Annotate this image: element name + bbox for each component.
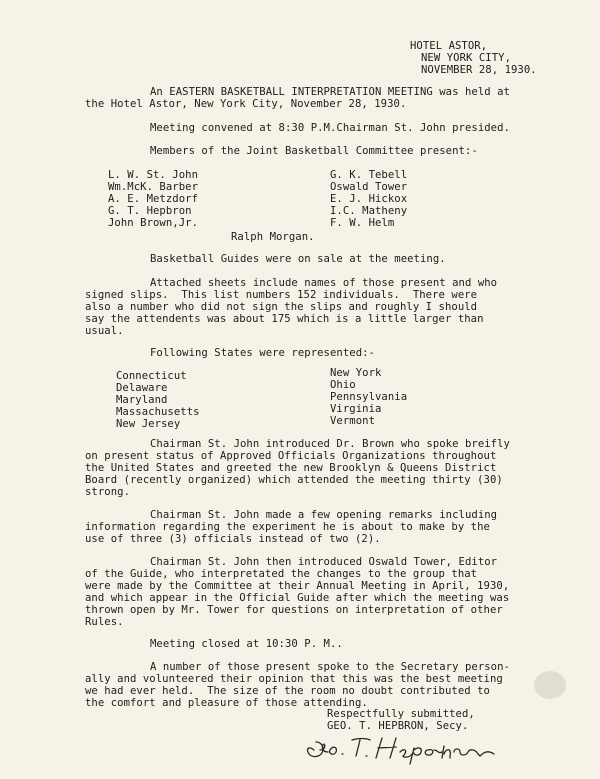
state-name: Massachusetts <box>116 406 200 418</box>
guides-text: Basketball Guides were on sale at the meeting. <box>150 253 446 265</box>
member-extra: Ralph Morgan. <box>231 231 315 243</box>
opinion-line: A number of those present spoke to the Secretary person- <box>150 661 510 673</box>
state-name: Delaware <box>116 382 168 394</box>
brown-line: on present status of Approved Officials Organizations throughout <box>85 450 497 462</box>
attached-line: say the attendents was about 175 which is a little larger than <box>85 313 484 325</box>
paper-smudge <box>530 665 570 705</box>
member-name: G. T. Hepbron <box>108 205 192 217</box>
closing-respectfully: Respectfully submitted, <box>327 708 475 720</box>
intro-line: the Hotel Astor, New York City, November 28, 1930. <box>85 98 407 110</box>
state-name: Vermont <box>330 415 375 427</box>
closing-signer: GEO. T. HEPBRON, Secy. <box>327 720 469 732</box>
handwritten-signature <box>300 728 510 768</box>
member-name: F. W. Helm <box>330 217 395 229</box>
remarks-line: use of three (3) officials instead of two (2). <box>85 533 381 545</box>
tower-line: Rules. <box>85 616 124 628</box>
convened-text: Meeting convened at 8:30 P.M.Chairman St. John presided. <box>150 122 510 134</box>
brown-line: Board (recently organized) which attended the meeting thirty (30) <box>85 474 503 486</box>
brown-line: strong. <box>85 486 130 498</box>
header-date: NOVEMBER 28, 1930. <box>421 64 537 76</box>
state-name: New Jersey <box>116 418 181 430</box>
attached-line: signed slips. This list numbers 152 individuals. There were <box>85 289 478 301</box>
states-heading: Following States were represented:- <box>150 347 375 359</box>
member-name: A. E. Metzdorf <box>108 193 198 205</box>
member-name: John Brown,Jr. <box>108 217 198 229</box>
members-heading: Members of the Joint Basketball Committee present:- <box>150 145 478 157</box>
attached-line: also a number who did not sign the slips and roughly I should <box>85 301 478 313</box>
tower-line: and which appear in the Official Guide after which the meeting was <box>85 592 510 604</box>
state-name: Connecticut <box>116 370 187 382</box>
tower-line: Chairman St. John then introduced Oswald Tower, Editor <box>150 556 498 568</box>
state-name: New York <box>330 367 382 379</box>
member-name: Wm.McK. Barber <box>108 181 198 193</box>
closed-text: Meeting closed at 10:30 P. M.. <box>150 638 343 650</box>
member-name: I.C. Matheny <box>330 205 408 217</box>
member-name: L. W. St. John <box>108 169 198 181</box>
brown-line: the United States and greeted the new Brooklyn & Queens District <box>85 462 497 474</box>
remarks-line: information regarding the experiment he is about to make by the <box>85 521 490 533</box>
opinion-line: we had ever held. The size of the room no doubt contributed to <box>85 685 490 697</box>
attached-line: usual. <box>85 325 124 337</box>
state-name: Virginia <box>330 403 382 415</box>
attached-line: Attached sheets include names of those present and who <box>150 277 498 289</box>
tower-line: of the Guide, who interpretated the changes to the group that <box>85 568 478 580</box>
tower-line: thrown open by Mr. Tower for questions on interpretation of other <box>85 604 503 616</box>
member-name: E. J. Hickox <box>330 193 408 205</box>
state-name: Pennsylvania <box>330 391 408 403</box>
state-name: Ohio <box>330 379 356 391</box>
member-name: G. K. Tebell <box>330 169 408 181</box>
tower-line: were made by the Committee at their Annual Meeting in April, 1930, <box>85 580 510 592</box>
intro-line: An EASTERN BASKETBALL INTERPRETATION MEETING was held at <box>150 86 510 98</box>
state-name: Maryland <box>116 394 168 406</box>
opinion-line: the comfort and pleasure of those attending. <box>85 697 368 709</box>
header-city: NEW YORK CITY, <box>421 52 511 64</box>
brown-line: Chairman St. John introduced Dr. Brown who spoke breifly <box>150 438 510 450</box>
opinion-line: ally and volunteered their opinion that this was the best meeting <box>85 673 503 685</box>
member-name: Oswald Tower <box>330 181 408 193</box>
header-hotel: HOTEL ASTOR, <box>410 40 488 52</box>
remarks-line: Chairman St. John made a few opening remarks including <box>150 509 498 521</box>
